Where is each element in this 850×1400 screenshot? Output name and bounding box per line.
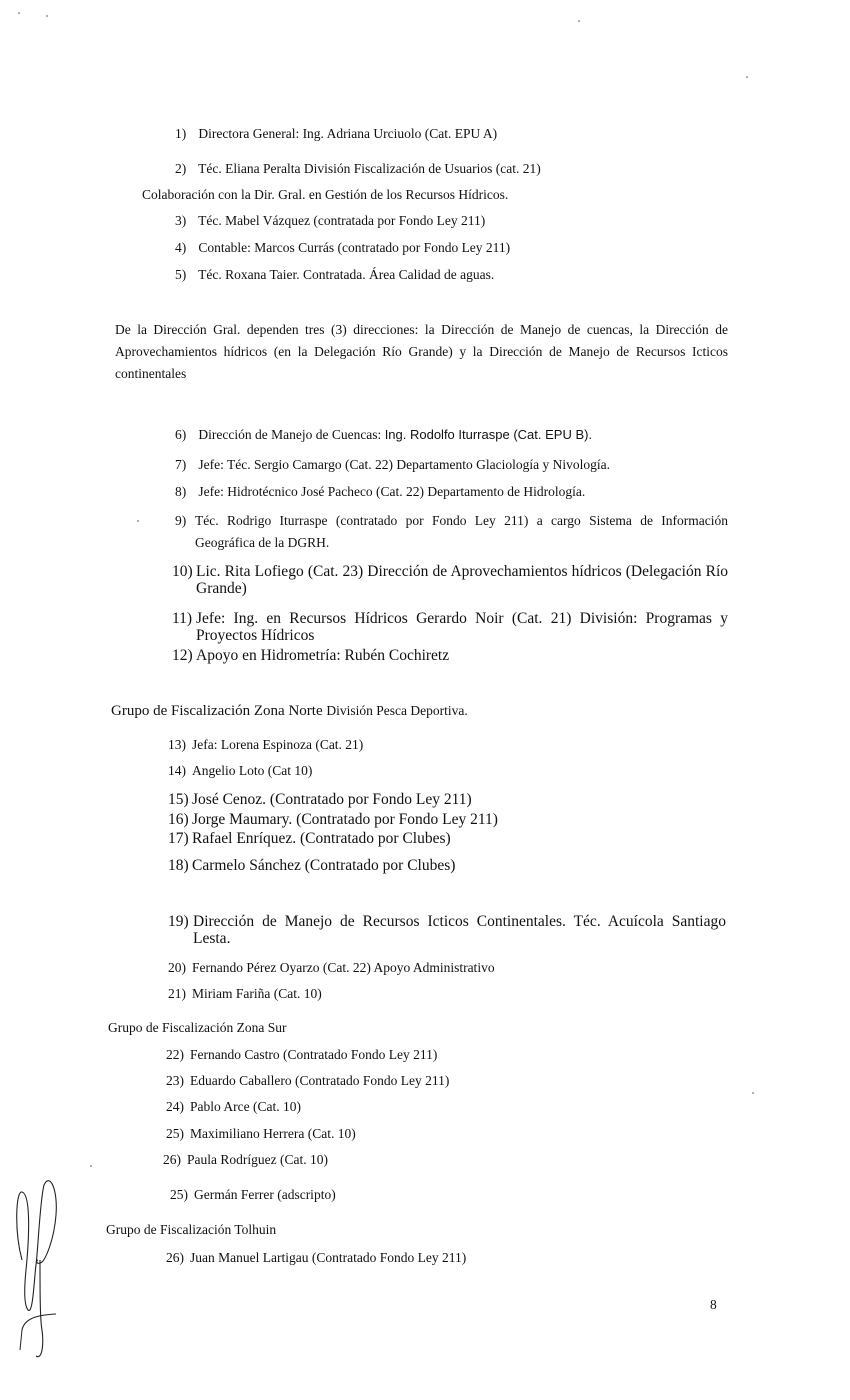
item-number: 22) — [166, 1047, 184, 1062]
list-item-14 — [168, 763, 312, 779]
list-item-2-continuation: Colaboración con la Dir. Gral. en Gestión de los Recursos Hídricos. — [142, 187, 509, 202]
item-text: Juan Manuel Lartigau (Contratado Fondo Ley 211) — [190, 1250, 467, 1265]
list-item-3 — [175, 213, 485, 229]
list-item-26 — [163, 1152, 328, 1168]
list-item-25b — [170, 1187, 336, 1203]
item-text: Miriam Fariña (Cat. 10) — [192, 986, 322, 1001]
item-text: Germán Ferrer (adscripto) — [194, 1187, 336, 1202]
list-item-8 — [175, 484, 585, 500]
list-item-11 — [172, 610, 728, 644]
scan-speck — [18, 12, 20, 14]
item-text: Contable: Marcos Currás (contratado por Fondo Ley 211) — [198, 240, 511, 255]
item-text: Fernando Castro (Contratado Fondo Ley 211) — [190, 1047, 438, 1062]
item-text: Jefe: Hidrotécnico José Pacheco (Cat. 22) Departamento de Hidrología. — [198, 484, 586, 499]
item-number: 26) — [166, 1250, 184, 1265]
item-number: 16) — [168, 811, 189, 828]
list-item-18 — [168, 857, 455, 874]
scan-speck — [90, 1165, 92, 1167]
item-number: 11) — [172, 610, 193, 627]
item-number: 14) — [168, 763, 186, 778]
list-item-9 — [175, 510, 728, 554]
item-text: Téc. Rodrigo Iturraspe (contratado por Fondo Ley 211) a cargo Sistema de Información Geográfica de la DGRH. — [195, 513, 728, 550]
group-heading-norte — [111, 703, 468, 719]
item-number: 21) — [168, 986, 186, 1001]
item-text-prefix: Dirección de Manejo de Cuencas: — [198, 427, 385, 442]
list-item-12 — [172, 647, 449, 664]
list-item-20 — [168, 960, 495, 976]
list-item-10 — [172, 563, 728, 597]
item-text: Directora General: Ing. Adriana Urciuolo (Cat. EPU A) — [198, 126, 498, 141]
item-text: Jefa: Lorena Espinoza (Cat. 21) — [192, 737, 364, 752]
item-text: Téc. Eliana Peralta División Fiscalización de Usuarios (cat. 21) — [198, 161, 541, 176]
item-number: 20) — [168, 960, 186, 975]
item-text: Jefe: Téc. Sergio Camargo (Cat. 22) Departamento Glaciología y Nivología. — [198, 457, 611, 472]
item-number: 4) — [175, 240, 187, 255]
item-text: Eduardo Caballero (Contratado Fondo Ley 211) — [190, 1073, 450, 1088]
item-number: 3) — [175, 213, 187, 228]
item-number: 1) — [175, 126, 187, 141]
item-text: Jorge Maumary. (Contratado por Fondo Ley 211) — [192, 811, 498, 828]
list-item-2 — [175, 161, 541, 177]
scan-speck — [46, 15, 48, 17]
scan-speck — [137, 520, 139, 522]
scan-speck — [578, 20, 580, 22]
list-item-22 — [166, 1047, 437, 1063]
list-item-23 — [166, 1073, 449, 1089]
list-item-5 — [175, 267, 494, 283]
body-paragraph: De la Dirección Gral. dependen tres (3) direcciones: la Dirección de Manejo de cuencas, la Dirección de Aprovechamientos hídricos (en la Delegación Río Grande) y la Dirección de Manejo de Recursos Icticos continentales — [115, 322, 728, 381]
item-text: Jefe: Ing. en Recursos Hídricos Gerardo Noir (Cat. 21) División: Programas y Proyectos Hídricos — [196, 610, 728, 644]
item-number: 7) — [175, 457, 187, 472]
item-text: Téc. Roxana Taier. Contratada. Área Calidad de aguas. — [198, 267, 495, 282]
item-text: Maximiliano Herrera (Cat. 10) — [190, 1126, 356, 1141]
scan-speck — [752, 1092, 754, 1094]
item-number: 17) — [168, 830, 189, 847]
item-number: 12) — [172, 647, 193, 664]
item-number: 24) — [166, 1099, 184, 1114]
item-number: 15) — [168, 791, 189, 808]
item-number: 5) — [175, 267, 187, 282]
list-item-7 — [175, 457, 610, 473]
item-text: Lic. Rita Lofiego (Cat. 23) Dirección de Aprovechamientos hídricos (Delegación Río Grande) — [196, 563, 728, 597]
list-item-15 — [168, 791, 472, 808]
item-number: 25) — [166, 1126, 184, 1141]
list-item-1 — [175, 126, 497, 142]
list-item-25 — [166, 1126, 356, 1142]
item-number: 9) — [175, 513, 187, 528]
item-text-suffix: Ing. Rodolfo Iturraspe (Cat. EPU B). — [384, 427, 593, 442]
heading-sub: División Pesca Deportiva. — [326, 703, 468, 718]
item-text: Pablo Arce (Cat. 10) — [190, 1099, 301, 1114]
list-item-13 — [168, 737, 363, 753]
item-text: Angelio Loto (Cat 10) — [192, 763, 313, 778]
item-number: 2) — [175, 161, 187, 176]
item-number: 19) — [168, 913, 189, 930]
item-number: 6) — [175, 427, 187, 442]
list-item-21 — [168, 986, 322, 1002]
item-text: Fernando Pérez Oyarzo (Cat. 22) Apoyo Administrativo — [192, 960, 495, 975]
item-text: Paula Rodríguez (Cat. 10) — [187, 1152, 328, 1167]
list-item-24 — [166, 1099, 301, 1115]
item-number: 18) — [168, 857, 189, 874]
item-number: 23) — [166, 1073, 184, 1088]
item-number: 10) — [172, 563, 193, 580]
group-heading-tolhuin: Grupo de Fiscalización Tolhuin — [106, 1222, 277, 1237]
item-number: 26) — [163, 1152, 181, 1167]
page-number: 8 — [710, 1297, 717, 1312]
list-item-26b — [166, 1250, 466, 1266]
scan-speck — [746, 76, 748, 78]
list-item-16 — [168, 811, 498, 828]
handwritten-signature — [0, 1170, 70, 1370]
list-item-4 — [175, 240, 510, 256]
item-text: José Cenoz. (Contratado por Fondo Ley 211) — [192, 791, 472, 808]
list-item-19 — [168, 913, 726, 947]
item-number: 8) — [175, 484, 187, 499]
item-text: Carmelo Sánchez (Contratado por Clubes) — [192, 857, 456, 874]
heading-main: Grupo de Fiscalización Zona Norte — [111, 703, 327, 719]
item-number: 13) — [168, 737, 186, 752]
item-text: Rafael Enríquez. (Contratado por Clubes) — [192, 830, 451, 847]
list-item-6 — [175, 427, 592, 443]
item-text: Téc. Mabel Vázquez (contratada por Fondo Ley 211) — [198, 213, 486, 228]
item-number: 25) — [170, 1187, 188, 1202]
item-text: Apoyo en Hidrometría: Rubén Cochiretz — [196, 647, 450, 664]
item-text: Dirección de Manejo de Recursos Icticos Continentales. Téc. Acuícola Santiago Lesta. — [193, 913, 726, 947]
group-heading-sur: Grupo de Fiscalización Zona Sur — [108, 1020, 287, 1035]
list-item-17 — [168, 830, 451, 847]
